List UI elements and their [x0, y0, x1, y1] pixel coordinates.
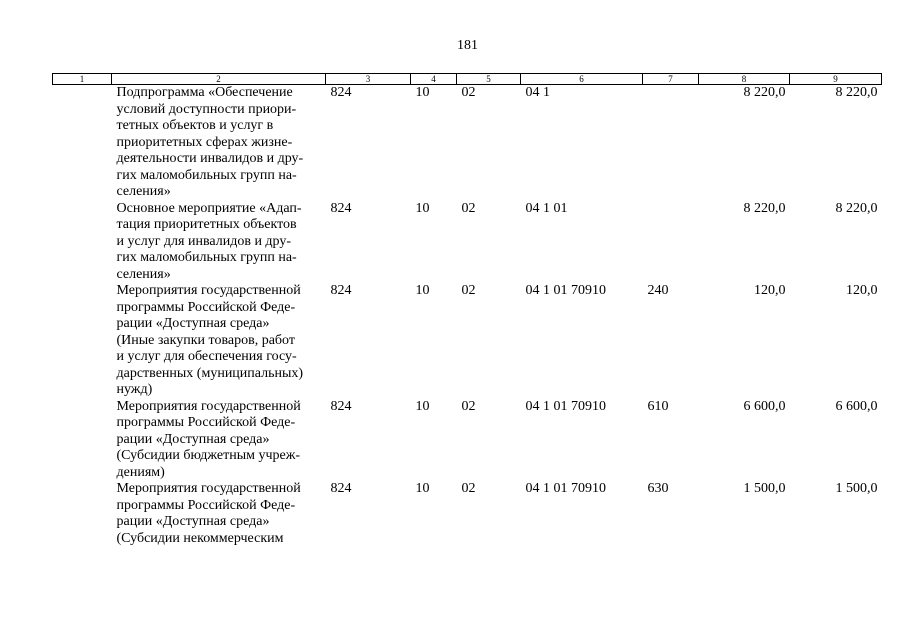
column-number-header	[53, 74, 882, 85]
cell-sum-2: 120,0	[846, 283, 878, 298]
cell-ministry: 824	[330, 283, 352, 298]
budget-table	[52, 73, 882, 547]
name-line: Мероприятия государственной	[116, 481, 301, 496]
name-line: гих маломобильных групп на-	[116, 167, 297, 183]
cell-name	[112, 399, 326, 482]
cell-empty	[53, 399, 112, 482]
column-header-6: 6	[521, 74, 643, 85]
name-line: Основное мероприятие «Адап-	[116, 200, 302, 216]
cell-target: 04 1 01 70910	[525, 481, 606, 496]
name-line: условий доступности приори-	[116, 101, 297, 117]
cell-expense-type	[643, 201, 699, 284]
cell-sum-2: 8 220,0	[835, 85, 878, 100]
cell-empty	[53, 85, 112, 201]
cell-empty	[53, 201, 112, 284]
cell-empty	[53, 283, 112, 399]
name-line: и услуг для инвалидов и дру-	[116, 233, 292, 249]
column-header-9: 9	[790, 74, 882, 85]
column-header-2: 2	[112, 74, 326, 85]
name-line: селения»	[116, 266, 171, 282]
cell-section: 10	[415, 200, 430, 216]
name-line: тетных объектов и услуг в	[116, 118, 274, 133]
cell-subsection: 02	[461, 481, 476, 496]
column-header-8: 8	[699, 74, 790, 85]
cell-sum-1: 8 220,0	[743, 200, 786, 216]
table-row	[53, 481, 882, 547]
name-line: (Иные закупки товаров, работ	[116, 332, 295, 348]
cell-ministry: 824	[330, 85, 352, 100]
cell-section: 10	[415, 481, 430, 496]
cell-sum-1: 6 600,0	[743, 398, 786, 414]
name-line: нужд)	[116, 382, 153, 397]
cell-target: 04 1	[525, 85, 550, 100]
cell-subsection: 02	[461, 398, 476, 414]
cell-subsection: 02	[461, 200, 476, 216]
column-header-7: 7	[643, 74, 699, 85]
name-line: программы Российской Феде-	[116, 415, 296, 430]
name-line: дарственных (муниципальных)	[116, 365, 304, 381]
cell-ministry: 824	[330, 200, 352, 216]
cell-section: 10	[415, 398, 430, 414]
name-line: и услуг для обеспечения госу-	[116, 349, 297, 364]
cell-subsection: 02	[461, 283, 476, 298]
column-header-3: 3	[326, 74, 411, 85]
name-line: деятельности инвалидов и дру-	[116, 151, 304, 166]
cell-sum-2: 8 220,0	[835, 200, 878, 216]
cell-expense-type	[643, 85, 699, 201]
name-line: рации «Доступная среда»	[116, 316, 270, 331]
name-line: программы Российской Феде-	[116, 497, 296, 513]
cell-name	[112, 201, 326, 284]
table-row	[53, 399, 882, 482]
cell-ministry: 824	[330, 481, 352, 496]
name-line: селения»	[116, 184, 171, 199]
cell-ministry: 824	[330, 398, 352, 414]
cell-name	[112, 481, 326, 547]
name-line: рации «Доступная среда»	[116, 431, 270, 447]
page-number: 181	[457, 38, 478, 53]
name-line: гих маломобильных групп на-	[116, 250, 297, 265]
cell-sum-2: 1 500,0	[835, 481, 878, 496]
name-line: Мероприятия государственной	[116, 398, 301, 414]
name-line: Мероприятия государственной	[116, 283, 301, 298]
name-line: (Субсидии бюджетным учреж-	[116, 448, 301, 463]
column-header-4: 4	[411, 74, 457, 85]
cell-expense-type: 630	[647, 481, 669, 496]
cell-empty	[53, 481, 112, 547]
cell-target: 04 1 01	[525, 200, 568, 216]
table-row	[53, 85, 882, 201]
cell-sum-1: 120,0	[754, 283, 786, 298]
cell-sum-1: 8 220,0	[743, 85, 786, 100]
cell-sum-1: 1 500,0	[743, 481, 786, 496]
table-row	[53, 283, 882, 399]
cell-subsection: 02	[461, 85, 476, 100]
column-header-1: 1	[53, 74, 112, 85]
cell-target: 04 1 01 70910	[525, 398, 606, 414]
name-line: Подпрограмма «Обеспечение	[116, 85, 293, 100]
cell-expense-type: 240	[647, 283, 669, 298]
column-header-5: 5	[457, 74, 521, 85]
name-line: рации «Доступная среда»	[116, 514, 270, 529]
cell-section: 10	[415, 283, 430, 298]
table-row	[53, 201, 882, 284]
name-line: приоритетных сферах жизне-	[116, 134, 293, 150]
cell-sum-2: 6 600,0	[835, 398, 878, 414]
cell-name	[112, 283, 326, 399]
cell-target: 04 1 01 70910	[525, 283, 606, 298]
name-line: (Субсидии некоммерческим	[116, 530, 284, 546]
cell-name	[112, 85, 326, 201]
name-line: дениям)	[116, 464, 165, 480]
table-body	[53, 85, 882, 548]
cell-expense-type: 610	[647, 398, 669, 414]
name-line: тация приоритетных объектов	[116, 217, 297, 232]
cell-section: 10	[415, 85, 430, 100]
name-line: программы Российской Феде-	[116, 299, 296, 315]
